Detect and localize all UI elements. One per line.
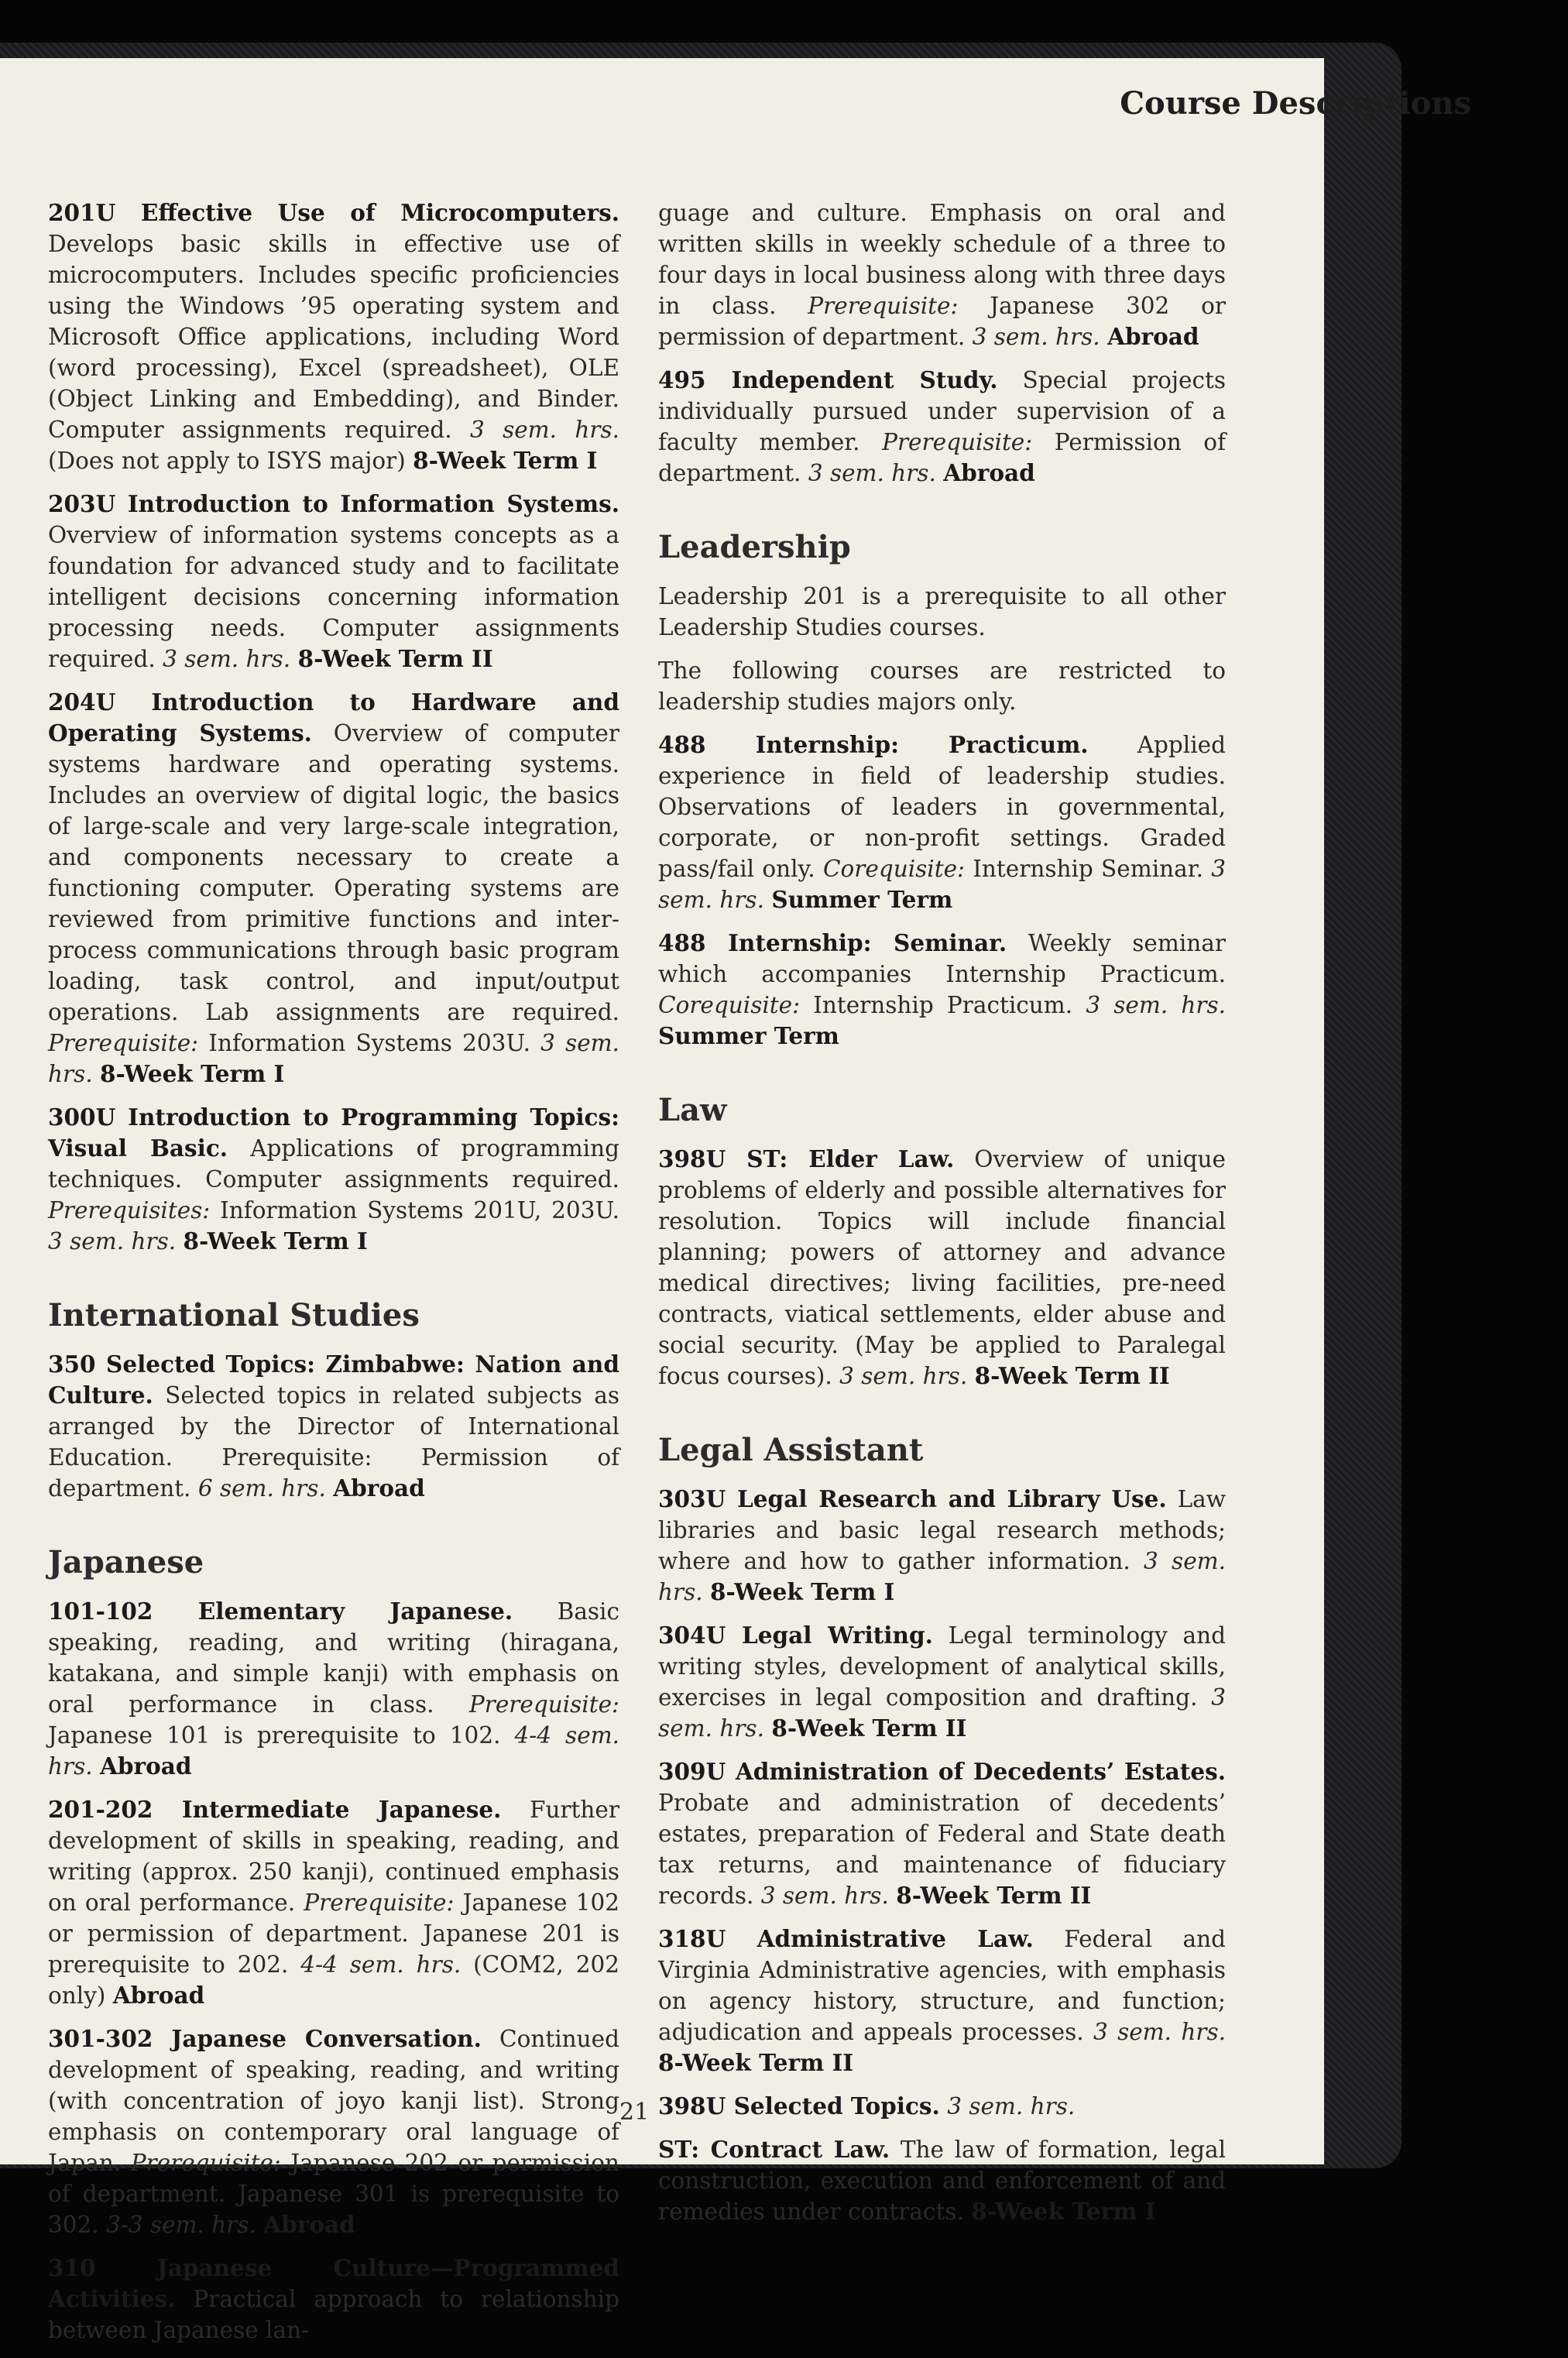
course-description: 310 Japanese Culture—Programmed Activities. Practical approach to relationship between Japanese lan- (48, 2254, 619, 2343)
course-description: 488 Internship: Practicum. Applied experience in field of leadership studies. Observations of leaders in governmental, corporate, or non-profit settings. Graded pass/fail only. Corequisite: Internship Seminar. 3 sem. hrs. Summer Term (658, 731, 1227, 913)
course-description: 495 Independent Study. Special projects individually pursued under supervision of a faculty member. Prerequisite: Permission of department. 3 sem. hrs. Abroad (658, 366, 1227, 486)
course-description: 203U Introduction to Information Systems. Overview of information systems concepts as a foundation for advanced study and to facilitate intelligent decisions concerning information processing needs. Computer assignments required. 3 sem. hrs. 8-Week Term II (48, 490, 619, 672)
section-heading: Law (658, 1092, 727, 1128)
course-description: 303U Legal Research and Library Use. Law libraries and basic legal research methods; where and how to gather information. 3 sem. hrs. 8-Week Term I (658, 1485, 1227, 1605)
running-header: Course Descriptions (1120, 85, 1471, 122)
course-description: 300U Introduction to Programming Topics: Visual Basic. Applications of programming techniques. Computer assignments required. Prerequisites: Information Systems 201U, 203U. 3 sem. hrs. 8-Week Term I (48, 1103, 619, 1255)
left-column (48, 197, 619, 2358)
page-number: 21 (619, 2099, 650, 2126)
course-description: 488 Internship: Seminar. Weekly seminar which accompanies Internship Practicum. Corequisite: Internship Practicum. 3 sem. hrs. Summer Term (658, 929, 1226, 1049)
section-note: Leadership 201 is a prerequisite to all other Leadership Studies courses. (658, 583, 1226, 640)
course-description: 101-102 Elementary Japanese. Basic speaking, reading, and writing (hiragana, katakana, and simple kanji) with emphasis on oral performance in class. Prerequisite: Japanese 101 is prerequisite to 102. 4-4 sem. hrs. Abroad (48, 1598, 619, 1780)
course-description: ST: Contract Law. The law of formation, legal construction, execution and enforcement of and remedies under contracts. 8-Week Term I (658, 2136, 1226, 2225)
course-description: 201-202 Intermediate Japanese. Further development of skills in speaking, reading, and writing (approx. 250 kanji), continued emphasis on oral performance. Prerequisite: Japanese 102 or permission of department. Japanese 201 is prerequisite to 202. 4-4 sem. hrs. (COM2, 202 only) Abroad (48, 1796, 620, 2009)
course-description: 350 Selected Topics: Zimbabwe: Nation and Culture. Selected topics in related subjects as arranged by the Director of International Education. Prerequisite: Permission of department. 6 sem. hrs. Abroad (48, 1351, 619, 1502)
section-heading: Japanese (48, 1544, 204, 1581)
course-description: 398U ST: Elder Law. Overview of unique problems of elderly and possible alternatives for resolution. Topics will include financial planning; powers of attorney and advance medical directives; living facilities, pre-need contracts, viatical settlements, elder abuse and social security. (May be applied to Paralegal focus courses). 3 sem. hrs. 8-Week Term II (658, 1145, 1226, 1389)
right-column (658, 197, 1226, 2240)
course-description: 304U Legal Writing. Legal terminology and writing styles, development of analytical skills, exercises in legal composition and drafting. 3 sem. hrs. 8-Week Term II (658, 1622, 1226, 1742)
course-description: guage and culture. Emphasis on oral and written skills in weekly schedule of a three to four days in local business along with three days in class. Prerequisite: Japanese 302 or permission of department. 3 sem. hrs. Abroad (658, 200, 1227, 350)
section-heading: International Studies (48, 1297, 420, 1333)
section-heading: Legal Assistant (658, 1432, 924, 1468)
course-description: 201U Effective Use of Microcomputers. Develops basic skills in effective use of microcomputers. Includes specific proficiencies using the Windows ’95 operating system and Microsoft Office applications, including Word (word processing), Excel (spreadsheet), OLE (Object Linking and Embedding), and Binder. Computer assignments required. 3 sem. hrs. (Does not apply to ISYS major) 8-Week Term I (48, 199, 620, 474)
section-note: The following courses are restricted to leadership studies majors only. (658, 657, 1226, 715)
course-description: 204U Introduction to Hardware and Operating Systems. Overview of computer systems hardware and operating systems. Includes an overview of digital logic, the basics of large-scale and very large-scale integration, and components necessary to create a functioning computer. Operating systems are reviewed from primitive functions and inter-process communications through basic program loading, task control, and input/output operations. Lab assignments are required. Prerequisite: Information Systems 203U. 3 sem. hrs. 8-Week Term I (48, 688, 620, 1087)
course-description: 318U Administrative Law. Federal and Virginia Administrative agencies, with emphasis on agency history, structure, and function; adjudication and appeals processes. 3 sem. hrs. 8-Week Term II (658, 1925, 1226, 2076)
course-description: 301-302 Japanese Conversation. Continued development of speaking, reading, and writing (with concentration of joyo kanji list). Strong emphasis on contemporary oral language of Japan. Prerequisite: Japanese 202 or permission of department. Japanese 301 is prerequisite to 302. 3-3 sem. hrs. Abroad (48, 2025, 619, 2238)
course-description: 309U Administration of Decedents’ Estates. Probate and administration of decedents’ estates, preparation of Federal and State death tax returns, and maintenance of fiduciary records. 3 sem. hrs. 8-Week Term II (658, 1758, 1226, 1909)
section-heading: Leadership (658, 529, 851, 565)
course-description: 398U Selected Topics. 3 sem. hrs. (658, 2092, 1076, 2119)
